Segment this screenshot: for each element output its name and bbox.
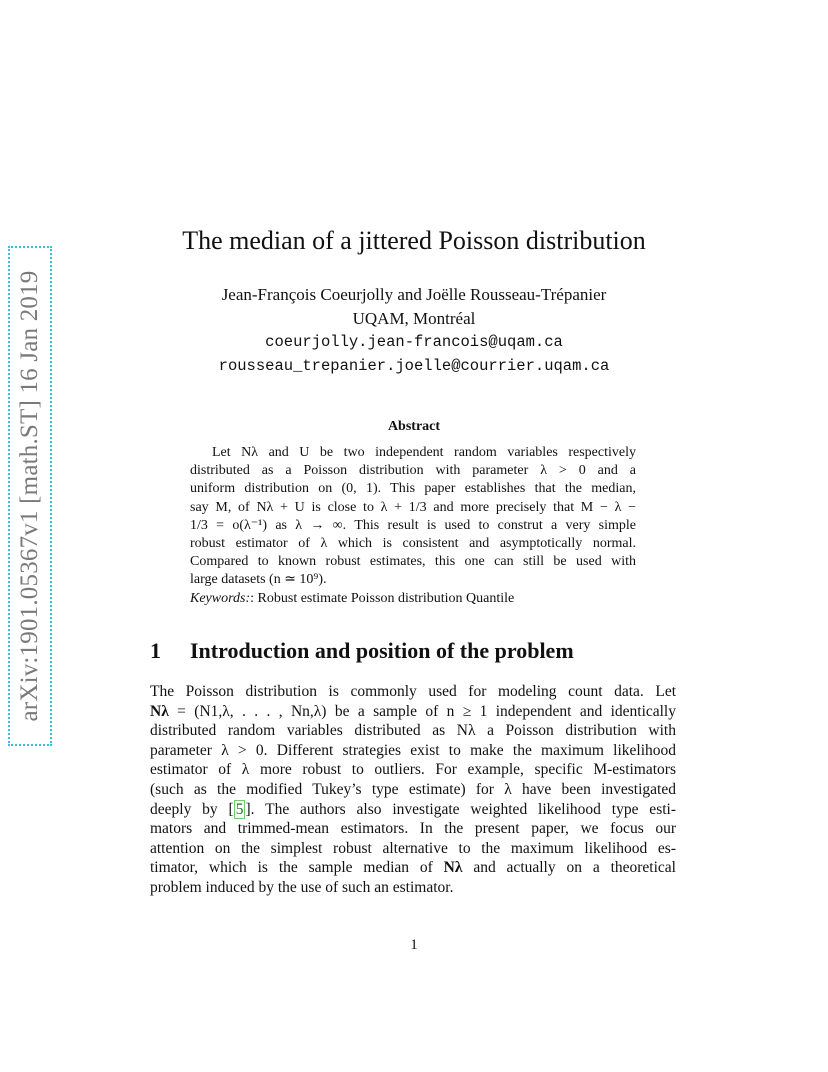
abstract-line: Compared to known robust estimates, this one can still be used with (190, 554, 636, 570)
abstract-line: distributed as a Poisson distribution with parameter λ > 0 and a (190, 463, 636, 479)
sample-vector-symbol: Nλ (150, 702, 169, 720)
paper-title: The median of a jittered Poisson distribution (182, 226, 646, 255)
paragraph-line: deeply by [ 5 ]. The authors also investigate weighted likelihood type esti- (150, 800, 676, 818)
section-heading (150, 638, 574, 664)
paragraph-line: parameter λ > 0. Different strategies exist to make the maximum likelihood (150, 741, 676, 759)
keywords: : Robust estimate Poisson distribution Quantile (250, 590, 515, 606)
abstract-heading: Abstract (387, 419, 441, 434)
keywords-label: Keywords: (190, 590, 251, 606)
email-link[interactable]: rousseau_trepanier.joelle@courrier.uqam.ca (218, 357, 610, 375)
affiliation: UQAM, Montréal (352, 309, 476, 328)
section-title: Introduction and position of the problem (190, 638, 574, 663)
abstract-line: robust estimator of λ which is consistent and asymptotically normal. (190, 535, 636, 551)
sample-vector-symbol: Nλ (443, 859, 463, 877)
intro-paragraph (150, 682, 676, 898)
paragraph-line: mators and trimmed-mean estimators. In the present paper, we focus our (150, 820, 676, 838)
paragraph-line: estimator of λ more robust to outliers. For example, specific M-estimators (150, 761, 676, 779)
paragraph-line: The Poisson distribution is commonly used for modeling count data. Let (150, 683, 676, 700)
paragraph-text: and actually on a theoretical (462, 859, 676, 877)
abstract-line: 1/3 = o(λ⁻¹) as λ → ∞. This result is used to construt a very simple (190, 517, 636, 533)
email-link[interactable]: coeurjolly.jean-francois@uqam.ca (265, 333, 563, 351)
authors: Jean-François Coeurjolly and Joëlle Rousseau-Trépanier (221, 285, 607, 304)
paragraph-line: problem induced by the use of such an estimator. (150, 878, 454, 896)
abstract-line: large datasets (n ≃ 10⁹). (190, 572, 327, 588)
abstract-line: uniform distribution on (0, 1). This paper establishes that the median, (190, 481, 636, 497)
abstract-line: Let Nλ and U be two independent random variables respectively (212, 445, 636, 460)
arxiv-identifier[interactable]: arXiv:1901.05367v1 [math.ST] 16 Jan 2019 (16, 270, 43, 722)
paragraph-text: timator, which is the sample median of (150, 859, 444, 877)
abstract-body (190, 444, 636, 608)
keywords-line (190, 590, 636, 608)
paragraph-line: attention on the simplest robust alternative to the maximum likelihood es- (150, 839, 676, 857)
paragraph-line (150, 858, 676, 878)
paragraph-line (150, 702, 676, 722)
paragraph-line: distributed random variables distributed as Nλ a Poisson distribution with (150, 722, 676, 740)
paragraph-text: deeply by (150, 800, 229, 818)
paragraph-line: (such as the modified Tukey’s type estimate) for λ have been investigated (150, 780, 676, 798)
section-number: 1 (150, 638, 161, 663)
abstract-line: say M, of Nλ + U is close to λ + 1/3 and more precisely that M − λ − (190, 499, 636, 515)
citation-link[interactable]: 5 (235, 800, 244, 818)
paragraph-text: . The authors also investigate weighted likelihood type esti- (250, 800, 676, 818)
page-number: 1 (410, 937, 418, 953)
paragraph-text: = (N1,λ, . . . , Nn,λ) be a sample of n ≥ 1 independent and identically (168, 702, 676, 720)
